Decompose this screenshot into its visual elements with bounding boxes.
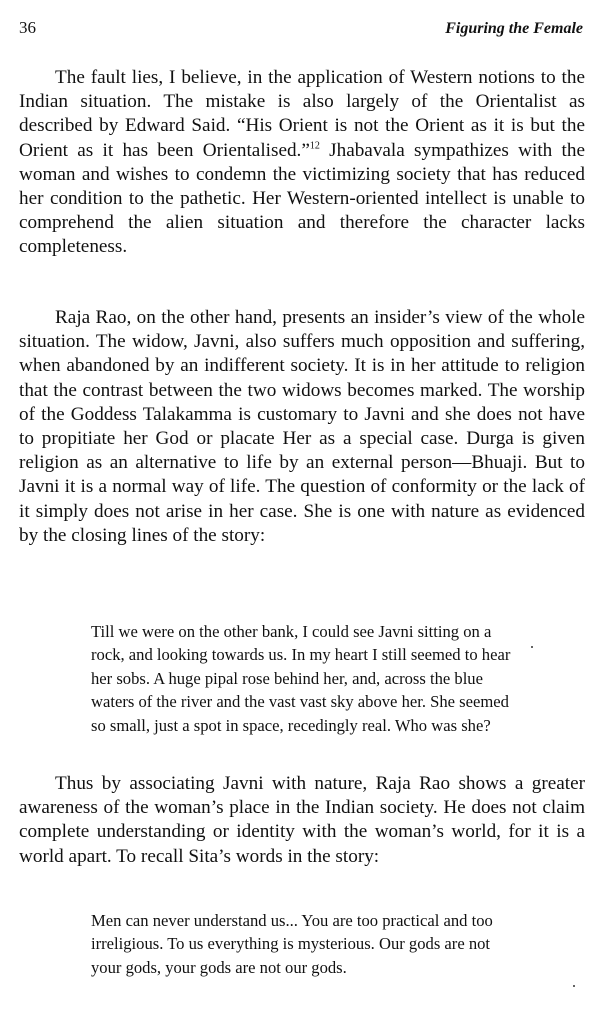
paragraph-orientalism-text: The fault lies, I believe, in the application of Western notions to the Indian situation. The mistake is also largely of the Orientalist as described by Edward Said. “His Orient is not the Orient as it is but the Orient as it has been Orientalised.”	[19, 67, 585, 161]
paragraph-orientalism	[19, 66, 585, 260]
running-title: Figuring the Female	[445, 20, 583, 37]
page-header	[19, 18, 583, 42]
block-quote-javni: Till we were on the other bank, I could see Javni sitting on a rock, and looking towards us. In my heart I still seemed to hear her sobs. A huge pipal rose behind her, and, across the blue waters of the river and the vast vast sky above her. She seemed so small, just a spot in space, recedingly real. Who was she?	[91, 622, 511, 735]
block-quote-sita: Men can never understand us... You are too practical and too irreligious. To us everything is mysterious. Our gods are not your gods, your gods are not our gods.	[91, 911, 493, 977]
scan-speck	[573, 985, 575, 987]
paragraph-nature: Thus by associating Javni with nature, Raja Rao shows a greater awareness of the woman’s place in the Indian society. He does not claim complete understanding or identity with the woman’s world, for it is a world apart. To recall Sita’s words in the story:	[19, 773, 585, 867]
scan-speck	[531, 646, 533, 648]
paragraph-orientalism-rest: Jhabavala sympathizes with the woman and wishes to condemn the victimizing society that has reduced her condition to the pathetic. Her Western-oriented intellect is unable to comprehend the alien situation and therefore the character lacks completeness.	[19, 139, 585, 258]
footnote-marker: 12	[309, 140, 320, 152]
page-number: 36	[19, 18, 36, 37]
paragraph-raja-rao: Raja Rao, on the other hand, presents an insider’s view of the whole situation. The widow, Javni, also suffers much opposition and suffering, when abandoned by an indifferent society. It is in her attitude to religion that the contrast between the two widows becomes marked. The worship of the Goddess Talakamma is customary to Javni and she does not have to propitiate her God or placate Her as a special case. Durga is given religion as an alternative to life by an external person—Bhuaji. But to Javni it is a normal way of life. The question of conformity or the lack of it simply does not arise in her case. She is one with nature as evidenced by the closing lines of the story:	[19, 307, 585, 546]
